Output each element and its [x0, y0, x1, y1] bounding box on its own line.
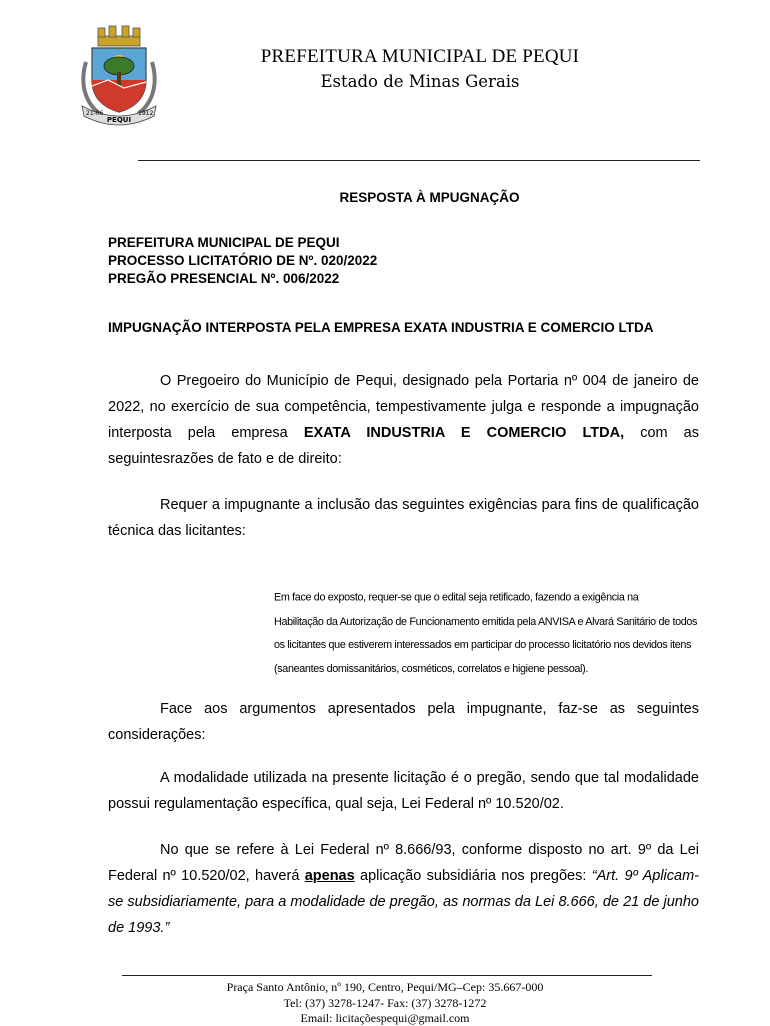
paragraph-intro [108, 368, 699, 472]
p2-text: Requer a impugnante a inclusão das seguintes exigências para fins de qualificação técnica das licitantes: [108, 497, 699, 539]
document-title: RESPOSTA À MPUGNAÇÃO [339, 190, 520, 205]
paragraph-considerations [108, 696, 699, 748]
header-title: PREFEITURA MUNICIPAL DE PEQUI [260, 46, 580, 67]
impugnation-heading: IMPUGNAÇÃO INTERPOSTA PELA EMPRESA EXATA INDUSTRIA E COMERCIO LTDA [108, 320, 654, 335]
emphasis-apenas: apenas [304, 868, 355, 884]
p5-text: No que se refere à Lei Federal nº 8.666/93, conforme disposto no art. 9º da Lei Federal nº 10.520/02, haverá [108, 842, 699, 884]
crest-banner-text: PEQUI [106, 116, 132, 124]
paragraph-modality [108, 765, 699, 817]
p1-text: O Pregoeiro do Município de Pequi, designado pela Portaria nº 004 de janeiro de 2022, no exercício de sua competência, tempestivamente julga e responde a impugnação interposta pela empresa [108, 373, 699, 441]
meta-line-entity: PREFEITURA MUNICIPAL DE PEQUI [108, 235, 340, 250]
p1-text-end: com as seguintesrazões de fato e de direito: [108, 425, 699, 467]
crest-right-date: 1912 [138, 110, 154, 117]
crest-left-date: 21-06 [86, 110, 104, 117]
meta-line-pregao: PREGÃO PRESENCIAL Nº. 006/2022 [108, 271, 340, 286]
header-divider [138, 160, 700, 161]
paragraph-request [108, 492, 699, 544]
quote-line: Habilitação da Autorização de Funcionamento emitida pela ANVISA e Alvará Sanitário de todos [274, 614, 698, 628]
quote-line: (saneantes domissanitários, cosméticos, correlatos e higiene pessoal). [274, 662, 588, 676]
p4-text: A modalidade utilizada na presente licitação é o pregão, sendo que tal modalidade possui regulamentação específica, qual seja, Lei Federal nº 10.520/02. [108, 770, 699, 812]
footer-phone: Tel: (37) 3278-1247- Fax: (37) 3278-1272 [283, 996, 487, 1010]
crest-crown [98, 26, 140, 46]
process-metadata [108, 234, 377, 288]
municipal-crest-logo [78, 22, 160, 126]
footer-email: Email: licitaçõespequi@gmail.com [300, 1011, 470, 1025]
company-name: EXATA INDUSTRIA E COMERCIO LTDA, [303, 425, 625, 441]
quoted-request-excerpt [274, 586, 700, 681]
meta-line-process: PROCESSO LICITATÓRIO DE Nº. 020/2022 [108, 253, 378, 268]
quote-line: os licitantes que estiverem interessados em participar do processo licitatório nos devidos itens [274, 638, 692, 652]
footer-address: Praça Santo Antônio, nº 190, Centro, Pequi/MG–Cep: 35.667-000 [226, 980, 544, 994]
footer-divider [122, 975, 652, 976]
header-subtitle: Estado de Minas Gerais [320, 72, 520, 91]
paragraph-subsidiary [108, 837, 699, 941]
quote-line: Em face do exposto, requer-se que o edital seja retificado, fazendo a exigência na [274, 591, 639, 604]
p5-text-middle: aplicação subsidiária nos pregões: [354, 868, 592, 884]
law-quote: “Art. 9º Aplicam-se subsidiariamente, para a modalidade de pregão, as normas da Lei 8.666, de 21 de junho de 1993.” [108, 868, 699, 936]
p3-text: Face aos argumentos apresentados pela impugnante, faz-se as seguintes considerações: [108, 701, 699, 743]
